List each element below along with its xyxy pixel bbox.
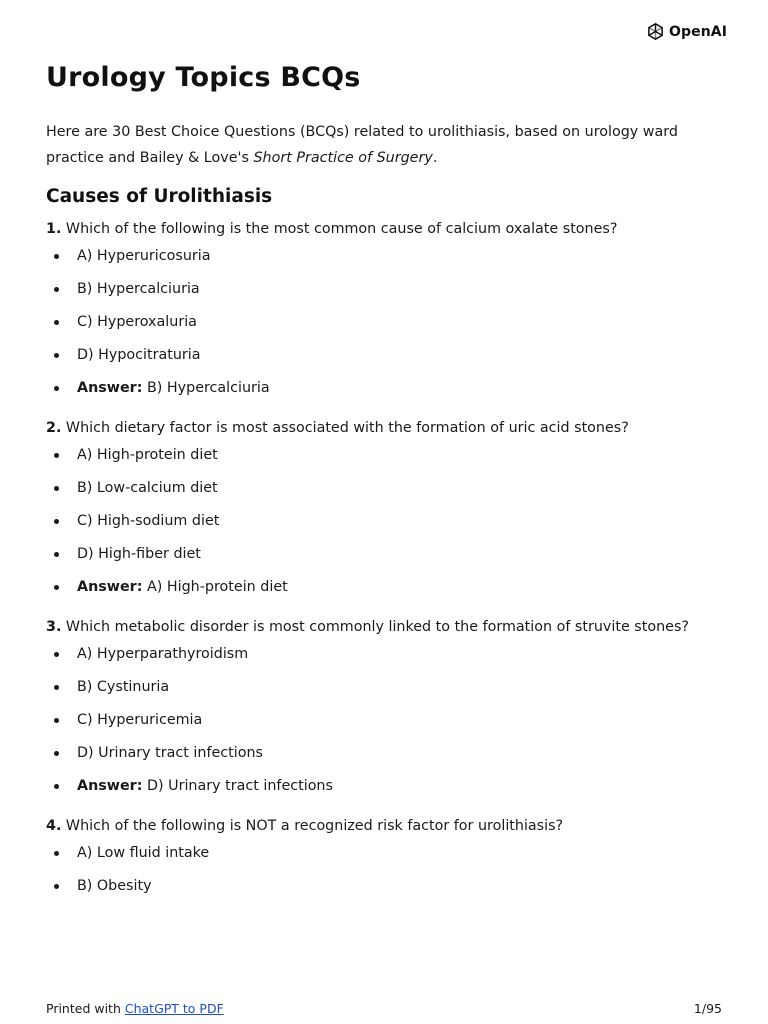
options-list-4 (46, 837, 736, 903)
question-number: 2. (46, 420, 62, 436)
question-number: 1. (46, 221, 62, 237)
answer-label: Answer: (77, 778, 143, 794)
intro-text: Here are 30 Best Choice Questions (BCQs) related to urolithiasis, based on urology ward practice and Bailey & Love's (46, 124, 678, 166)
intro-end: . (432, 150, 438, 166)
footer-credit (46, 1001, 224, 1016)
page-footer (46, 1001, 722, 1016)
answer-item (46, 372, 736, 405)
option-item: B) Obesity (46, 870, 736, 903)
question-text: Which metabolic disorder is most commonly linked to the formation of struvite stones? (61, 619, 689, 635)
option-item: A) Hyperuricosuria (46, 240, 736, 273)
answer-item (46, 571, 736, 604)
intro-paragraph (46, 119, 736, 171)
options-list-3 (46, 638, 736, 803)
question-4 (46, 815, 736, 837)
printed-with-text: Printed with (46, 1001, 125, 1016)
question-number: 3. (46, 619, 62, 635)
answer-text: A) High-protein diet (142, 579, 288, 595)
document-body (46, 62, 736, 903)
option-item: A) High-protein diet (46, 439, 736, 472)
options-list-2 (46, 439, 736, 604)
answer-text: D) Urinary tract infections (142, 778, 333, 794)
question-2 (46, 417, 736, 439)
intro-book-title: Short Practice of Surgery (253, 150, 433, 166)
option-item: D) High-fiber diet (46, 538, 736, 571)
question-number: 4. (46, 818, 62, 834)
option-item: D) Hypocitraturia (46, 339, 736, 372)
option-item: D) Urinary tract infections (46, 737, 736, 770)
question-text: Which of the following is NOT a recognized risk factor for urolithiasis? (61, 818, 564, 834)
option-item: A) Hyperparathyroidism (46, 638, 736, 671)
chatgpt-to-pdf-link[interactable]: ChatGPT to PDF (124, 1001, 224, 1016)
answer-item (46, 770, 736, 803)
option-item: A) Low fluid intake (46, 837, 736, 870)
brand-name: OpenAI (669, 23, 728, 40)
page-number: 1/95 (693, 1001, 722, 1016)
openai-logo (645, 21, 727, 42)
option-item: B) Hypercalciuria (46, 273, 736, 306)
option-item: C) Hyperuricemia (46, 704, 736, 737)
question-text: Which dietary factor is most associated with the formation of uric acid stones? (61, 420, 629, 436)
option-item: C) High-sodium diet (46, 505, 736, 538)
options-list-1 (46, 240, 736, 405)
answer-label: Answer: (77, 579, 143, 595)
openai-knot-icon (645, 21, 666, 42)
option-item: C) Hyperoxaluria (46, 306, 736, 339)
question-text: Which of the following is the most common cause of calcium oxalate stones? (61, 221, 618, 237)
answer-text: B) Hypercalciuria (142, 380, 270, 396)
option-item: B) Low-calcium diet (46, 472, 736, 505)
question-1 (46, 218, 736, 240)
answer-label: Answer: (77, 380, 143, 396)
option-item: B) Cystinuria (46, 671, 736, 704)
section-title: Causes of Urolithiasis (46, 186, 273, 207)
question-3 (46, 616, 736, 638)
page-title: Urology Topics BCQs (46, 62, 361, 93)
